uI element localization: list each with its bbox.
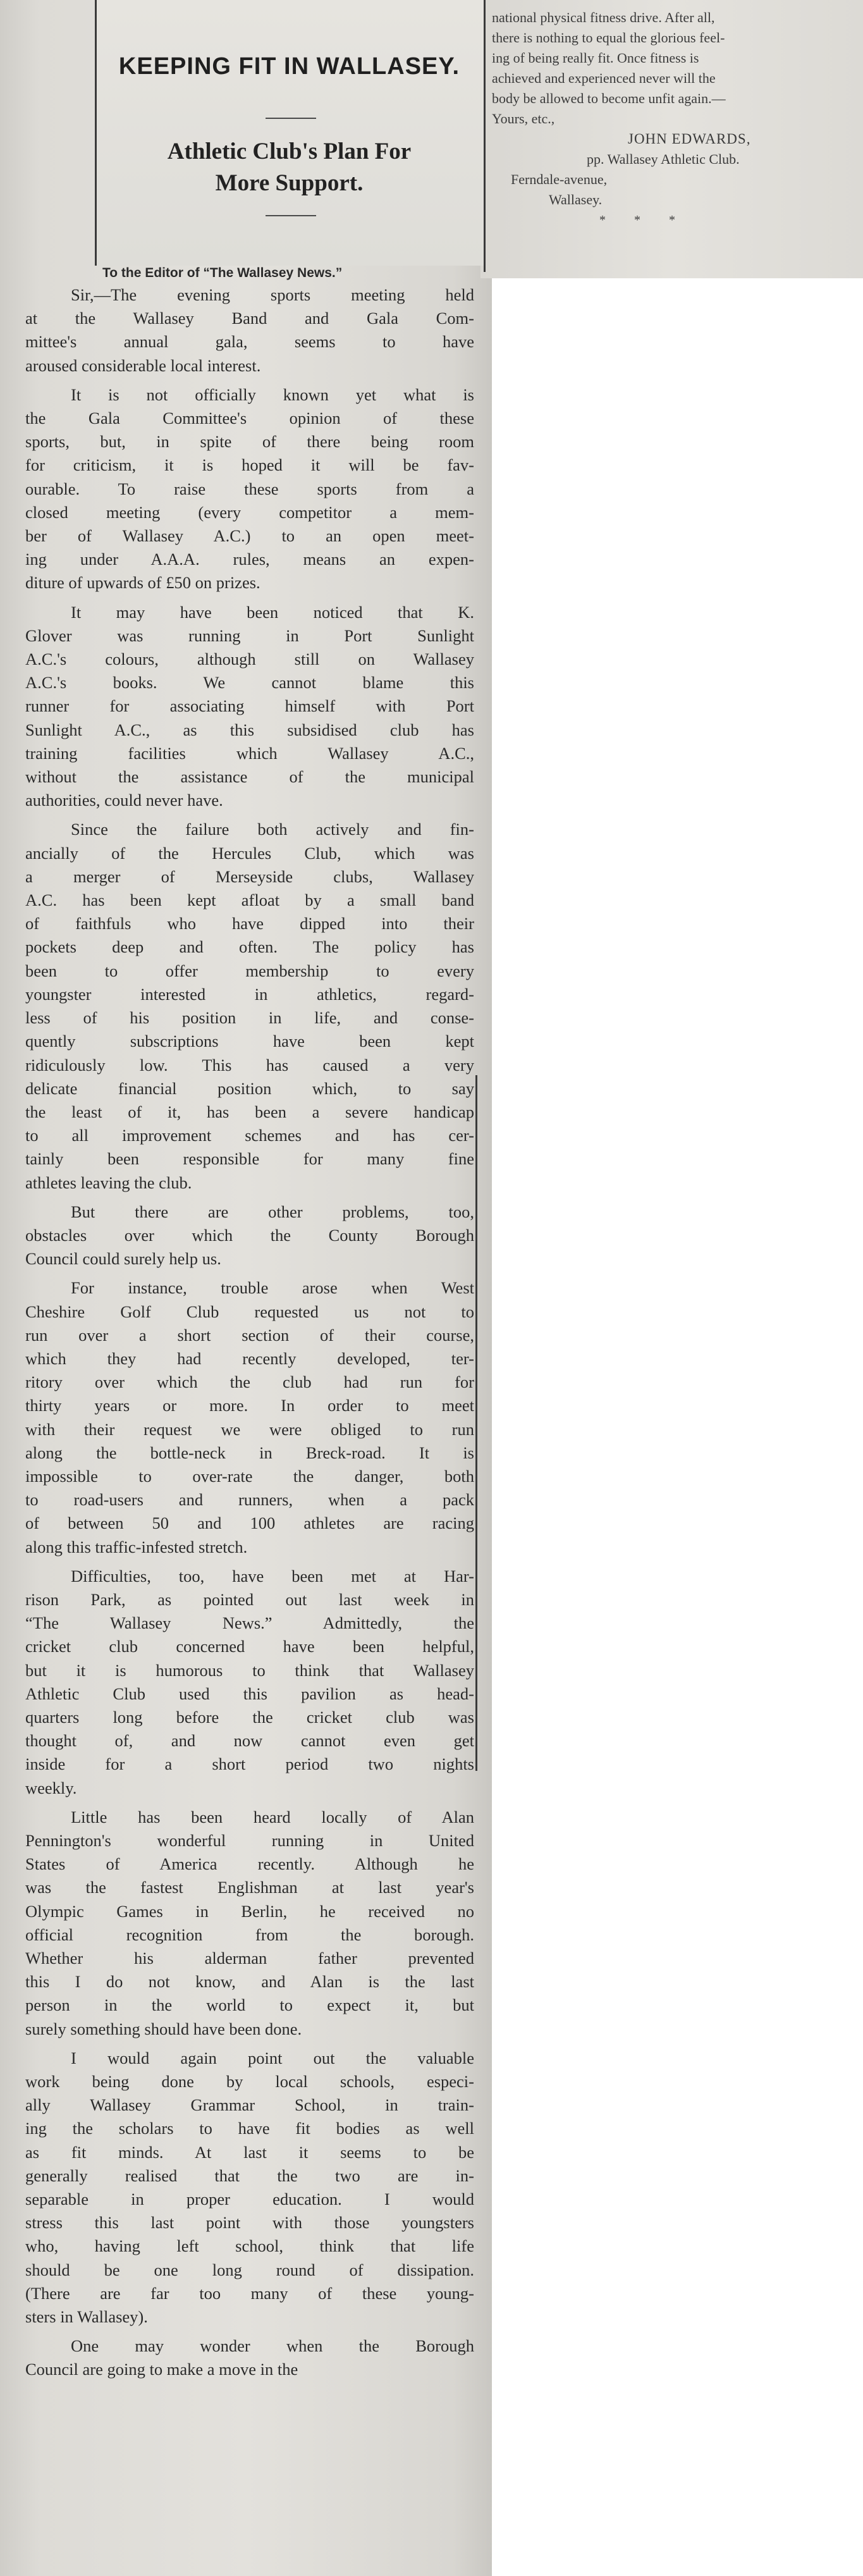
column-rule [475,1075,477,1771]
text-line: ing the scholars to have fit bodies as well [25,2119,474,2138]
text-line: pockets deep and often. The policy has [25,937,474,957]
text-line: But there are other problems, too, [71,1202,474,1221]
text-line: tainly been responsible for many fine [25,1149,474,1169]
letter-body [25,264,474,2388]
text-line: thought of, and now cannot even get [25,1731,474,1751]
text-line: training facilities which Wallasey A.C., [25,743,474,763]
text-line: as fit minds. At last it seems to be [25,2142,474,2162]
text-line: rison Park, as pointed out last week in [25,1589,474,1609]
text-line: cricket club concerned have been helpful, [25,1637,474,1656]
text-line: obstacles over which the County Borough [25,1225,474,1245]
right-column-line: national physical fitness drive. After all, [492,9,715,25]
right-column-line: there is nothing to equal the glorious feel- [492,30,725,46]
text-line: One may wonder when the Borough [71,2336,474,2356]
letter-paragraph [25,2334,474,2381]
text-line: less of his position in life, and conse- [25,1008,474,1028]
text-line: run over a short section of their course, [25,1325,474,1345]
right-column-line: Yours, etc., [492,111,555,126]
text-line: ourable. To raise these sports from a [25,479,474,498]
text-line: It is not officially known yet what is [71,385,474,404]
text-line: along the bottle-neck in Breck-road. It is [25,1443,474,1462]
subheadline-line: Athletic Club's Plan For [167,139,412,164]
text-line: with their request we were obliged to run [25,1419,474,1439]
right-column-line: body be allowed to become unfit again.— [492,90,726,106]
text-line: for criticism, it is hoped it will be fav- [25,455,474,475]
text-line: It may have been noticed that K. [71,602,474,622]
text-line: Whether his alderman father prevented [25,1949,474,1968]
subheadline-line: More Support. [215,170,364,196]
text-line: a merger of Merseyside clubs, Wallasey [25,866,474,886]
text-line: thirty years or more. In order to meet [25,1396,474,1415]
text-line: “The Wallasey News.” Admittedly, the [25,1613,474,1633]
letter-paragraph [25,601,474,813]
text-line: surely something should have been done. [25,2019,302,2038]
right-column-line: ing of being really fit. Once fitness is [492,50,699,66]
text-line: athletes leaving the club. [25,1173,192,1192]
letter-paragraph [25,383,474,595]
text-line: delicate financial position which, to say [25,1078,474,1098]
text-line: I would again point out the valuable [71,2048,474,2068]
text-line: Council could surely help us. [25,1249,221,1269]
letter-paragraph [25,1565,474,1800]
text-line: separable in proper education. I would [25,2190,474,2209]
right-column-text [492,8,855,230]
text-line: ally Wallasey Grammar School, in train- [25,2095,474,2115]
text-line: Athletic Club used this pavilion as head- [25,1684,474,1703]
column-rule [484,0,486,272]
addressee: To the Editor of “The Wallasey News.” [102,266,343,280]
text-line: person in the world to expect it, but [25,1995,474,2015]
text-line: Pennington's wonderful running in United [25,1831,474,1850]
text-line: runner for associating himself with Port [25,696,474,716]
text-line: mittee's annual gala, seems to have [25,332,474,352]
text-line: at the Wallasey Band and Gala Com- [25,309,474,328]
text-line: of faithfuls who have dipped into their [25,914,474,934]
text-line: A.C.'s books. We cannot blame this [25,673,474,693]
text-line: which they had recently developed, ter- [25,1348,474,1368]
text-line: the Gala Committee's opinion of these [25,409,474,428]
text-line: Council are going to make a move in the [25,2360,298,2379]
text-line: ancially of the Hercules Club, which was [25,843,474,863]
text-line: inside for a short period two nights [25,1754,474,1774]
text-line: but it is humorous to think that Wallasey [25,1660,474,1680]
text-line: sters in Wallasey). [25,2307,148,2327]
text-line: quarters long before the cricket club was [25,1707,474,1727]
letter-paragraph [25,2047,474,2329]
text-line: Since the failure both actively and fin- [71,820,474,839]
text-line: authorities, could never have. [25,791,223,810]
headline: KEEPING FIT IN WALLASEY. [118,53,460,80]
text-line: youngster interested in athletics, regard- [25,984,474,1004]
text-line: to road-users and runners, when a pack [25,1490,474,1510]
text-line: Little has been heard locally of Alan [71,1807,474,1827]
text-line: along this traffic-infested stretch. [25,1537,248,1556]
text-line: quently subscriptions have been kept [25,1032,474,1051]
text-line: Cheshire Golf Club requested us not to [25,1302,474,1321]
signature-pp: pp. Wallasey Athletic Club. [587,151,740,167]
text-line: (There are far too many of these young- [25,2283,474,2303]
text-line: stress this last point with those youngsters [25,2213,474,2233]
text-line: sports, but, in spite of there being room [25,432,474,452]
text-line: been to offer membership to every [25,961,474,980]
letter-paragraph [25,1200,474,1271]
letter-paragraph [25,283,474,378]
text-line: to all improvement schemes and has cer- [25,1126,474,1145]
text-line: should be one long round of dissipation. [25,2260,474,2279]
letter-paragraphs [25,283,474,2382]
text-line: was the fastest Englishman at last year's [25,1878,474,1897]
letter-paragraph [25,1276,474,1558]
text-line: A.C. has been kept afloat by a small band [25,891,474,910]
text-line: impossible to over-rate the danger, both [25,1466,474,1486]
signature-town: Wallasey. [549,192,603,207]
text-line: aroused considerable local interest. [25,355,261,375]
text-line: diture of upwards of £50 on prizes. [25,573,260,593]
subheadline [95,136,484,199]
right-column-line: achieved and experienced never will the [492,70,716,86]
section-stars: * * * [599,213,688,227]
text-line: without the assistance of the municipal [25,767,474,787]
subheadline-rule [266,215,316,216]
text-line: Glover was running in Port Sunlight [25,626,474,645]
text-line: of between 50 and 100 athletes are racing [25,1513,474,1533]
text-line: ritory over which the club had run for [25,1372,474,1392]
text-line: generally realised that the two are in- [25,2166,474,2185]
text-line: Olympic Games in Berlin, he received no [25,1901,474,1921]
text-line: Sir,—The evening sports meeting held [71,285,474,304]
text-line: this I do not know, and Alan is the last [25,1972,474,1992]
column-rule [95,0,97,266]
signature-name: JOHN EDWARDS, [628,131,751,147]
text-line: Sunlight A.C., as this subsidised club has [25,720,474,739]
text-line: official recognition from the borough. [25,1925,474,1944]
text-line: the least of it, has been a severe handicap [25,1102,474,1121]
text-line: Difficulties, too, have been met at Har- [71,1566,474,1586]
text-line: who, having left school, think that life [25,2236,474,2256]
text-line: work being done by local schools, especi- [25,2072,474,2092]
text-line: A.C.'s colours, although still on Wallasey [25,650,474,669]
text-line: For instance, trouble arose when West [71,1278,474,1298]
text-line: weekly. [25,1778,77,1797]
letter-paragraph [25,1806,474,2041]
headline-block-background [95,0,484,266]
headline-rule [266,118,316,119]
text-line: States of America recently. Although he [25,1854,474,1874]
letter-paragraph [25,818,474,1194]
text-line: ber of Wallasey A.C.) to an open meet- [25,526,474,546]
text-line: closed meeting (every competitor a mem- [25,502,474,522]
text-line: ridiculously low. This has caused a very [25,1055,474,1075]
signature-address: Ferndale-avenue, [511,171,608,187]
text-line: ing under A.A.A. rules, means an expen- [25,550,474,569]
